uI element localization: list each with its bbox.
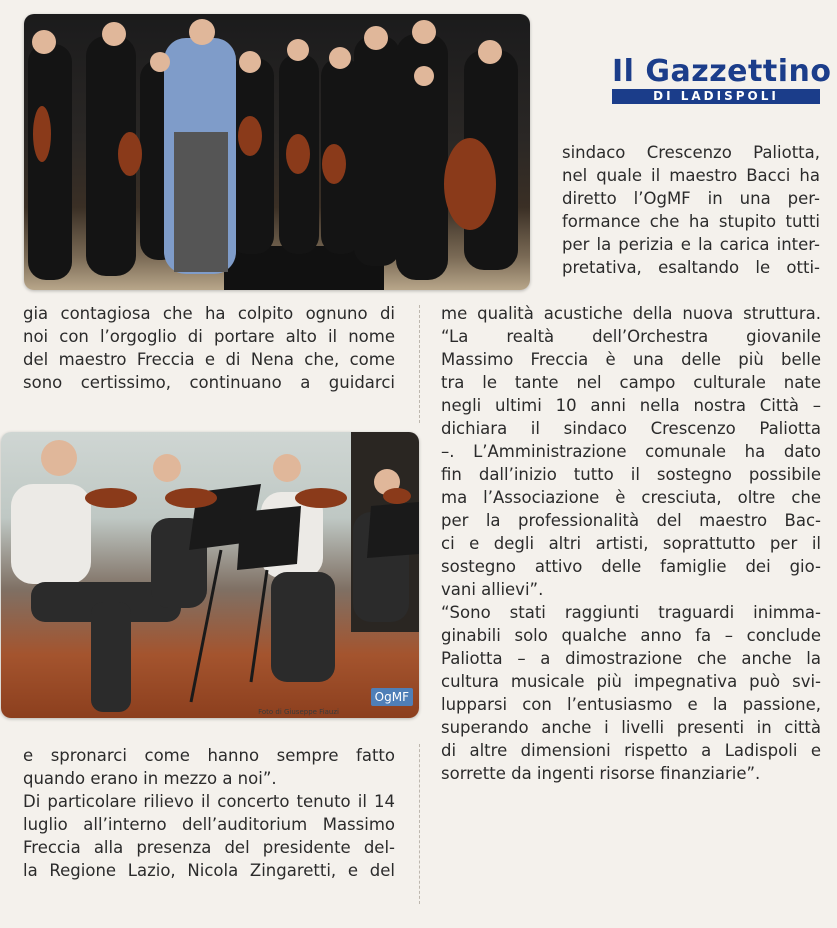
text-line: Massimo Freccia è una delle più belle	[441, 350, 821, 369]
orchestra-group-photo-icon	[24, 14, 530, 290]
text-line: quando erano in mezzo a noi”.	[23, 769, 277, 788]
text-line: tra le tante nel campo culturale nate	[441, 373, 821, 392]
photo-credit: Foto di Giuseppe Fiauzi	[258, 708, 339, 716]
text-line: me qualità acustiche della nuova struttura.	[441, 304, 821, 323]
text-line: negli ultimi 10 anni nella nostra Città –	[441, 396, 821, 415]
column-divider	[419, 305, 420, 423]
masthead-logo	[612, 54, 832, 104]
text-line: nel quale il maestro Bacci ha	[562, 166, 820, 185]
text-line: ginabili solo qualche anno fa – conclude	[441, 626, 821, 645]
text-line: sindaco Crescenzo Paliotta,	[562, 143, 820, 162]
ogmf-badge: OgMF	[371, 688, 413, 706]
text-line: di altre dimensioni rispetto a Ladispoli e	[441, 741, 821, 760]
text-line: la Regione Lazio, Nicola Zingaretti, e del	[23, 861, 395, 880]
text-line: pretativa, esaltando le otti-	[562, 258, 820, 277]
text-line: ci e degli altri artisti, soprattutto per il	[441, 534, 821, 553]
text-line: sostegno attivo delle famiglie dei gio-	[441, 557, 821, 576]
text-line: “Sono stati raggiunti traguardi inimma-	[441, 603, 821, 622]
text-line: cultura musicale più impegnativa può svi-	[441, 672, 821, 691]
text-line: sono certissimo, continuano a guidarci	[23, 373, 395, 392]
text-line: Paliotta – a dimostrazione che anche la	[441, 649, 821, 668]
article-column-left-bottom	[23, 744, 395, 882]
text-line: diretto l’OgMF in una per-	[562, 189, 820, 208]
text-line: Di particolare rilievo il concerto tenuto il 14	[23, 792, 395, 811]
article-column-right-top	[562, 141, 820, 279]
string-quartet-photo	[1, 432, 419, 718]
orchestra-group-photo	[24, 14, 530, 290]
text-line: gia contagiosa che ha colpito ognuno di	[23, 304, 395, 323]
text-line: Freccia alla presenza del presidente del-	[23, 838, 395, 857]
string-quartet-photo-icon	[1, 432, 419, 718]
column-divider	[419, 744, 420, 904]
text-line: per la perizia e la carica inter-	[562, 235, 820, 254]
text-line: superando anche i livelli presenti in città	[441, 718, 821, 737]
text-line: sorrette da ingenti risorse finanziarie”.	[441, 764, 761, 783]
article-column-left-top	[23, 302, 395, 394]
text-line: dichiara il sindaco Crescenzo Paliotta	[441, 419, 821, 438]
text-line: vani allievi”.	[441, 580, 544, 599]
text-line: luglio all’interno dell’auditorium Massimo	[23, 815, 395, 834]
text-line: “La realtà dell’Orchestra giovanile	[441, 327, 821, 346]
text-line: ma l’Associazione è cresciuta, oltre che	[441, 488, 821, 507]
text-line: del maestro Freccia e di Nena che, come	[23, 350, 395, 369]
text-line: per la professionalità del maestro Bac-	[441, 511, 821, 530]
text-line: formance che ha stupito tutti	[562, 212, 820, 231]
text-line: noi con l’orgoglio di portare alto il nome	[23, 327, 395, 346]
logo-title: Il Gazzettino	[612, 54, 832, 89]
logo-subtitle: DI LADISPOLI	[612, 89, 820, 104]
text-line: –. L’Amministrazione comunale ha dato	[441, 442, 821, 461]
text-line: lupparsi con l’entusiasmo e la passione,	[441, 695, 821, 714]
text-line: fin dall’inizio tutto il sostegno possibile	[441, 465, 821, 484]
text-line: e spronarci come hanno sempre fatto	[23, 746, 395, 765]
article-column-right	[441, 302, 821, 785]
